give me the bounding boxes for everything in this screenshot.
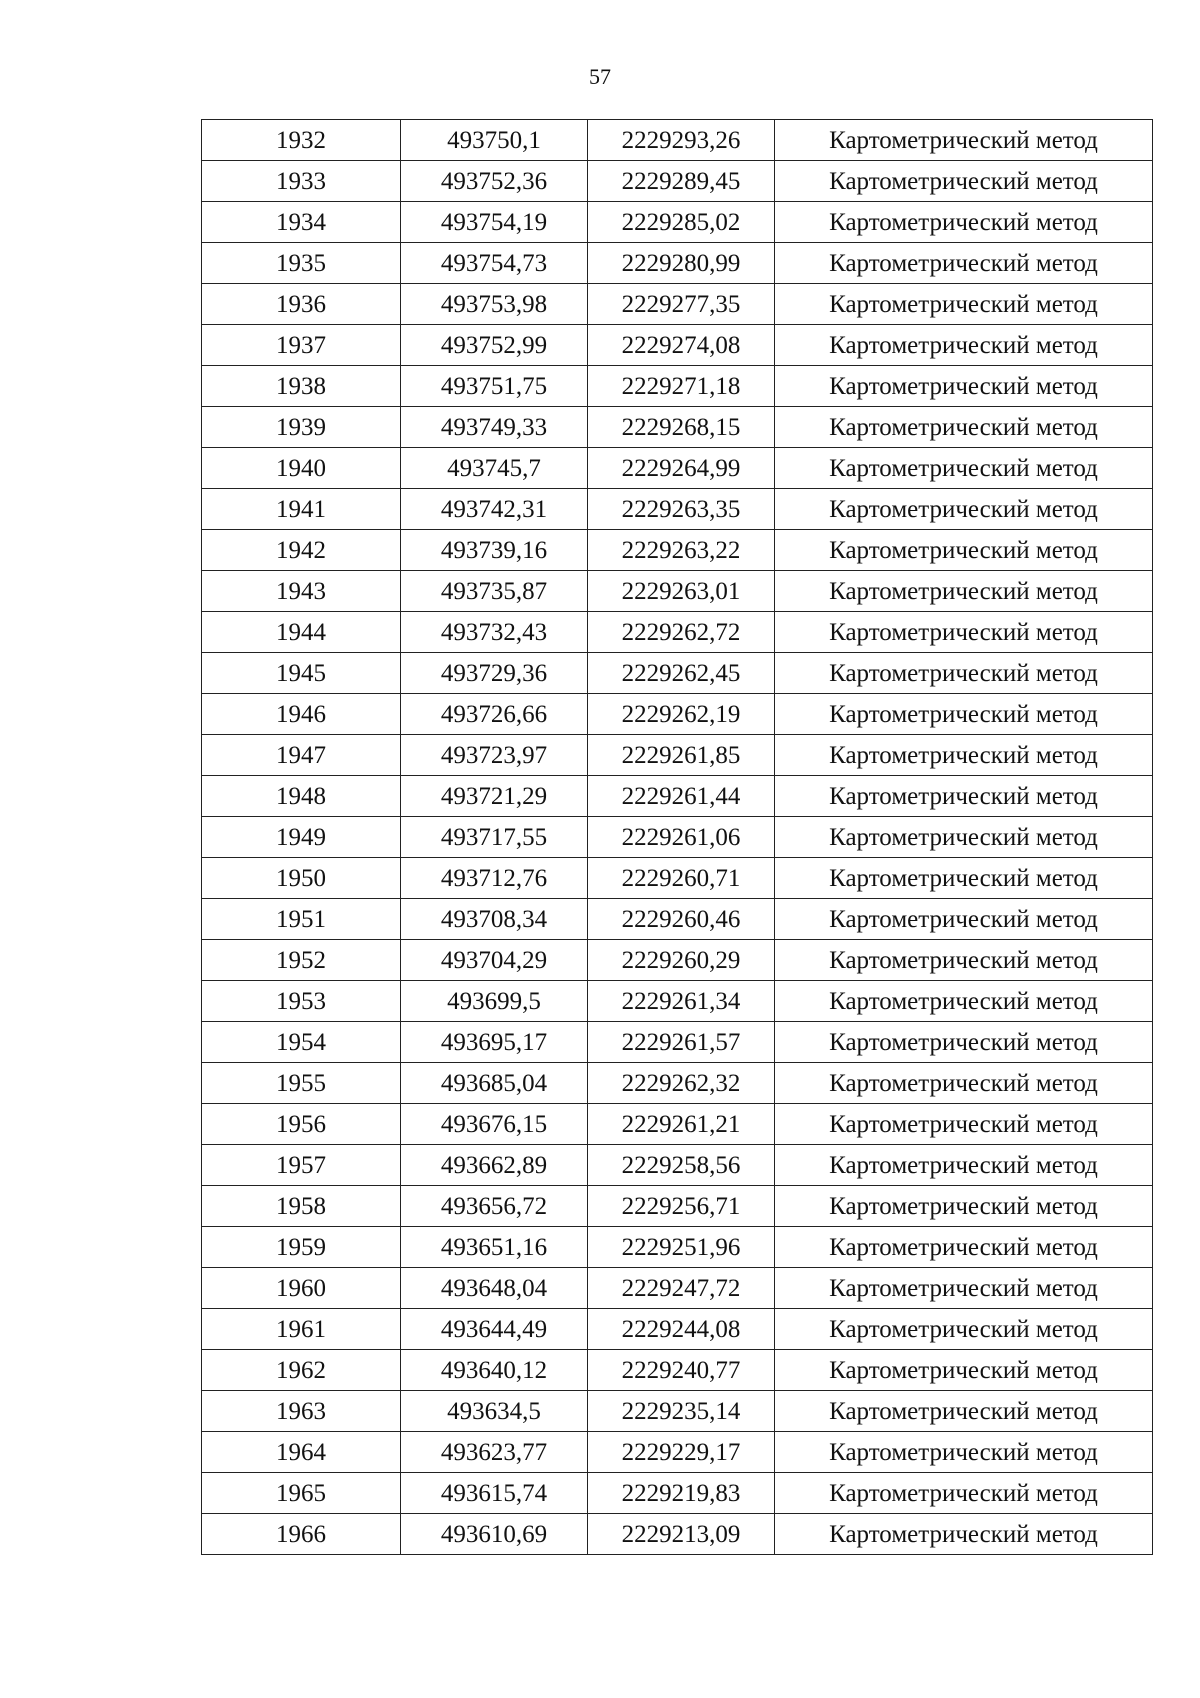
table-row [202, 776, 1153, 817]
method-cell: Картометрический метод [775, 899, 1153, 940]
table-row [202, 571, 1153, 612]
point-number-cell: 1938 [202, 366, 401, 407]
point-number-cell: 1944 [202, 612, 401, 653]
table-row [202, 120, 1153, 161]
y-coordinate-cell: 2229274,08 [588, 325, 775, 366]
method-cell: Картометрический метод [775, 1473, 1153, 1514]
y-coordinate-cell: 2229235,14 [588, 1391, 775, 1432]
x-coordinate-cell: 493634,5 [401, 1391, 588, 1432]
y-coordinate-cell: 2229262,72 [588, 612, 775, 653]
method-cell: Картометрический метод [775, 1104, 1153, 1145]
table-row [202, 899, 1153, 940]
x-coordinate-cell: 493623,77 [401, 1432, 588, 1473]
method-cell: Картометрический метод [775, 120, 1153, 161]
table-row [202, 1473, 1153, 1514]
table-row [202, 284, 1153, 325]
table-row [202, 325, 1153, 366]
x-coordinate-cell: 493723,97 [401, 735, 588, 776]
method-cell: Картометрический метод [775, 448, 1153, 489]
point-number-cell: 1936 [202, 284, 401, 325]
x-coordinate-cell: 493742,31 [401, 489, 588, 530]
x-coordinate-cell: 493685,04 [401, 1063, 588, 1104]
method-cell: Картометрический метод [775, 1227, 1153, 1268]
y-coordinate-cell: 2229258,56 [588, 1145, 775, 1186]
x-coordinate-cell: 493754,73 [401, 243, 588, 284]
y-coordinate-cell: 2229262,45 [588, 653, 775, 694]
x-coordinate-cell: 493721,29 [401, 776, 588, 817]
point-number-cell: 1966 [202, 1514, 401, 1555]
method-cell: Картометрический метод [775, 612, 1153, 653]
table-row [202, 1268, 1153, 1309]
point-number-cell: 1957 [202, 1145, 401, 1186]
x-coordinate-cell: 493712,76 [401, 858, 588, 899]
method-cell: Картометрический метод [775, 571, 1153, 612]
x-coordinate-cell: 493750,1 [401, 120, 588, 161]
method-cell: Картометрический метод [775, 653, 1153, 694]
table-row [202, 1022, 1153, 1063]
page-number: 57 [589, 64, 611, 89]
table-row [202, 1063, 1153, 1104]
table-row [202, 448, 1153, 489]
y-coordinate-cell: 2229229,17 [588, 1432, 775, 1473]
method-cell: Картометрический метод [775, 1145, 1153, 1186]
table-row [202, 735, 1153, 776]
method-cell: Картометрический метод [775, 489, 1153, 530]
y-coordinate-cell: 2229285,02 [588, 202, 775, 243]
x-coordinate-cell: 493648,04 [401, 1268, 588, 1309]
y-coordinate-cell: 2229251,96 [588, 1227, 775, 1268]
x-coordinate-cell: 493708,34 [401, 899, 588, 940]
x-coordinate-cell: 493644,49 [401, 1309, 588, 1350]
point-number-cell: 1946 [202, 694, 401, 735]
coordinates-table-body [202, 120, 1153, 1555]
x-coordinate-cell: 493752,36 [401, 161, 588, 202]
y-coordinate-cell: 2229247,72 [588, 1268, 775, 1309]
point-number-cell: 1961 [202, 1309, 401, 1350]
table-row [202, 1186, 1153, 1227]
point-number-cell: 1950 [202, 858, 401, 899]
y-coordinate-cell: 2229219,83 [588, 1473, 775, 1514]
x-coordinate-cell: 493729,36 [401, 653, 588, 694]
point-number-cell: 1932 [202, 120, 401, 161]
point-number-cell: 1956 [202, 1104, 401, 1145]
point-number-cell: 1940 [202, 448, 401, 489]
point-number-cell: 1958 [202, 1186, 401, 1227]
point-number-cell: 1951 [202, 899, 401, 940]
point-number-cell: 1952 [202, 940, 401, 981]
x-coordinate-cell: 493651,16 [401, 1227, 588, 1268]
table-row [202, 489, 1153, 530]
point-number-cell: 1935 [202, 243, 401, 284]
y-coordinate-cell: 2229268,15 [588, 407, 775, 448]
point-number-cell: 1955 [202, 1063, 401, 1104]
x-coordinate-cell: 493753,98 [401, 284, 588, 325]
table-row [202, 612, 1153, 653]
method-cell: Картометрический метод [775, 243, 1153, 284]
y-coordinate-cell: 2229261,85 [588, 735, 775, 776]
table-row [202, 694, 1153, 735]
x-coordinate-cell: 493704,29 [401, 940, 588, 981]
table-row [202, 407, 1153, 448]
method-cell: Картометрический метод [775, 1063, 1153, 1104]
y-coordinate-cell: 2229260,46 [588, 899, 775, 940]
table-row [202, 1104, 1153, 1145]
method-cell: Картометрический метод [775, 1186, 1153, 1227]
x-coordinate-cell: 493615,74 [401, 1473, 588, 1514]
point-number-cell: 1943 [202, 571, 401, 612]
x-coordinate-cell: 493726,66 [401, 694, 588, 735]
point-number-cell: 1939 [202, 407, 401, 448]
x-coordinate-cell: 493735,87 [401, 571, 588, 612]
point-number-cell: 1948 [202, 776, 401, 817]
y-coordinate-cell: 2229261,21 [588, 1104, 775, 1145]
point-number-cell: 1953 [202, 981, 401, 1022]
x-coordinate-cell: 493739,16 [401, 530, 588, 571]
method-cell: Картометрический метод [775, 530, 1153, 571]
point-number-cell: 1963 [202, 1391, 401, 1432]
point-number-cell: 1964 [202, 1432, 401, 1473]
method-cell: Картометрический метод [775, 366, 1153, 407]
point-number-cell: 1942 [202, 530, 401, 571]
y-coordinate-cell: 2229280,99 [588, 243, 775, 284]
method-cell: Картометрический метод [775, 776, 1153, 817]
point-number-cell: 1960 [202, 1268, 401, 1309]
x-coordinate-cell: 493745,7 [401, 448, 588, 489]
y-coordinate-cell: 2229289,45 [588, 161, 775, 202]
method-cell: Картометрический метод [775, 1391, 1153, 1432]
y-coordinate-cell: 2229263,35 [588, 489, 775, 530]
x-coordinate-cell: 493695,17 [401, 1022, 588, 1063]
method-cell: Картометрический метод [775, 325, 1153, 366]
y-coordinate-cell: 2229263,01 [588, 571, 775, 612]
y-coordinate-cell: 2229244,08 [588, 1309, 775, 1350]
method-cell: Картометрический метод [775, 1022, 1153, 1063]
y-coordinate-cell: 2229263,22 [588, 530, 775, 571]
x-coordinate-cell: 493754,19 [401, 202, 588, 243]
table-row [202, 1432, 1153, 1473]
point-number-cell: 1962 [202, 1350, 401, 1391]
table-row [202, 1309, 1153, 1350]
y-coordinate-cell: 2229293,26 [588, 120, 775, 161]
method-cell: Картометрический метод [775, 284, 1153, 325]
point-number-cell: 1959 [202, 1227, 401, 1268]
point-number-cell: 1933 [202, 161, 401, 202]
y-coordinate-cell: 2229261,44 [588, 776, 775, 817]
x-coordinate-cell: 493676,15 [401, 1104, 588, 1145]
method-cell: Картометрический метод [775, 202, 1153, 243]
x-coordinate-cell: 493751,75 [401, 366, 588, 407]
y-coordinate-cell: 2229256,71 [588, 1186, 775, 1227]
point-number-cell: 1949 [202, 817, 401, 858]
table-row [202, 243, 1153, 284]
point-number-cell: 1941 [202, 489, 401, 530]
method-cell: Картометрический метод [775, 1309, 1153, 1350]
table-row [202, 366, 1153, 407]
point-number-cell: 1947 [202, 735, 401, 776]
method-cell: Картометрический метод [775, 1432, 1153, 1473]
y-coordinate-cell: 2229261,57 [588, 1022, 775, 1063]
y-coordinate-cell: 2229271,18 [588, 366, 775, 407]
method-cell: Картометрический метод [775, 940, 1153, 981]
point-number-cell: 1934 [202, 202, 401, 243]
method-cell: Картометрический метод [775, 161, 1153, 202]
x-coordinate-cell: 493732,43 [401, 612, 588, 653]
table-row [202, 981, 1153, 1022]
point-number-cell: 1965 [202, 1473, 401, 1514]
table-row [202, 858, 1153, 899]
table-row [202, 1391, 1153, 1432]
y-coordinate-cell: 2229260,71 [588, 858, 775, 899]
table-row [202, 817, 1153, 858]
x-coordinate-cell: 493699,5 [401, 981, 588, 1022]
method-cell: Картометрический метод [775, 858, 1153, 899]
method-cell: Картометрический метод [775, 735, 1153, 776]
method-cell: Картометрический метод [775, 1350, 1153, 1391]
table-row [202, 1350, 1153, 1391]
point-number-cell: 1945 [202, 653, 401, 694]
y-coordinate-cell: 2229262,19 [588, 694, 775, 735]
table-row [202, 530, 1153, 571]
table-row [202, 202, 1153, 243]
method-cell: Картометрический метод [775, 1268, 1153, 1309]
table-row [202, 653, 1153, 694]
table-row [202, 1514, 1153, 1555]
method-cell: Картометрический метод [775, 817, 1153, 858]
x-coordinate-cell: 493717,55 [401, 817, 588, 858]
y-coordinate-cell: 2229240,77 [588, 1350, 775, 1391]
table-row [202, 1227, 1153, 1268]
x-coordinate-cell: 493656,72 [401, 1186, 588, 1227]
table-row [202, 161, 1153, 202]
point-number-cell: 1937 [202, 325, 401, 366]
y-coordinate-cell: 2229261,34 [588, 981, 775, 1022]
table-row [202, 1145, 1153, 1186]
method-cell: Картометрический метод [775, 981, 1153, 1022]
y-coordinate-cell: 2229260,29 [588, 940, 775, 981]
x-coordinate-cell: 493752,99 [401, 325, 588, 366]
x-coordinate-cell: 493662,89 [401, 1145, 588, 1186]
y-coordinate-cell: 2229213,09 [588, 1514, 775, 1555]
table-row [202, 940, 1153, 981]
coordinates-table [201, 119, 1153, 1555]
y-coordinate-cell: 2229261,06 [588, 817, 775, 858]
y-coordinate-cell: 2229277,35 [588, 284, 775, 325]
y-coordinate-cell: 2229264,99 [588, 448, 775, 489]
x-coordinate-cell: 493640,12 [401, 1350, 588, 1391]
x-coordinate-cell: 493749,33 [401, 407, 588, 448]
point-number-cell: 1954 [202, 1022, 401, 1063]
x-coordinate-cell: 493610,69 [401, 1514, 588, 1555]
method-cell: Картометрический метод [775, 407, 1153, 448]
method-cell: Картометрический метод [775, 1514, 1153, 1555]
method-cell: Картометрический метод [775, 694, 1153, 735]
y-coordinate-cell: 2229262,32 [588, 1063, 775, 1104]
